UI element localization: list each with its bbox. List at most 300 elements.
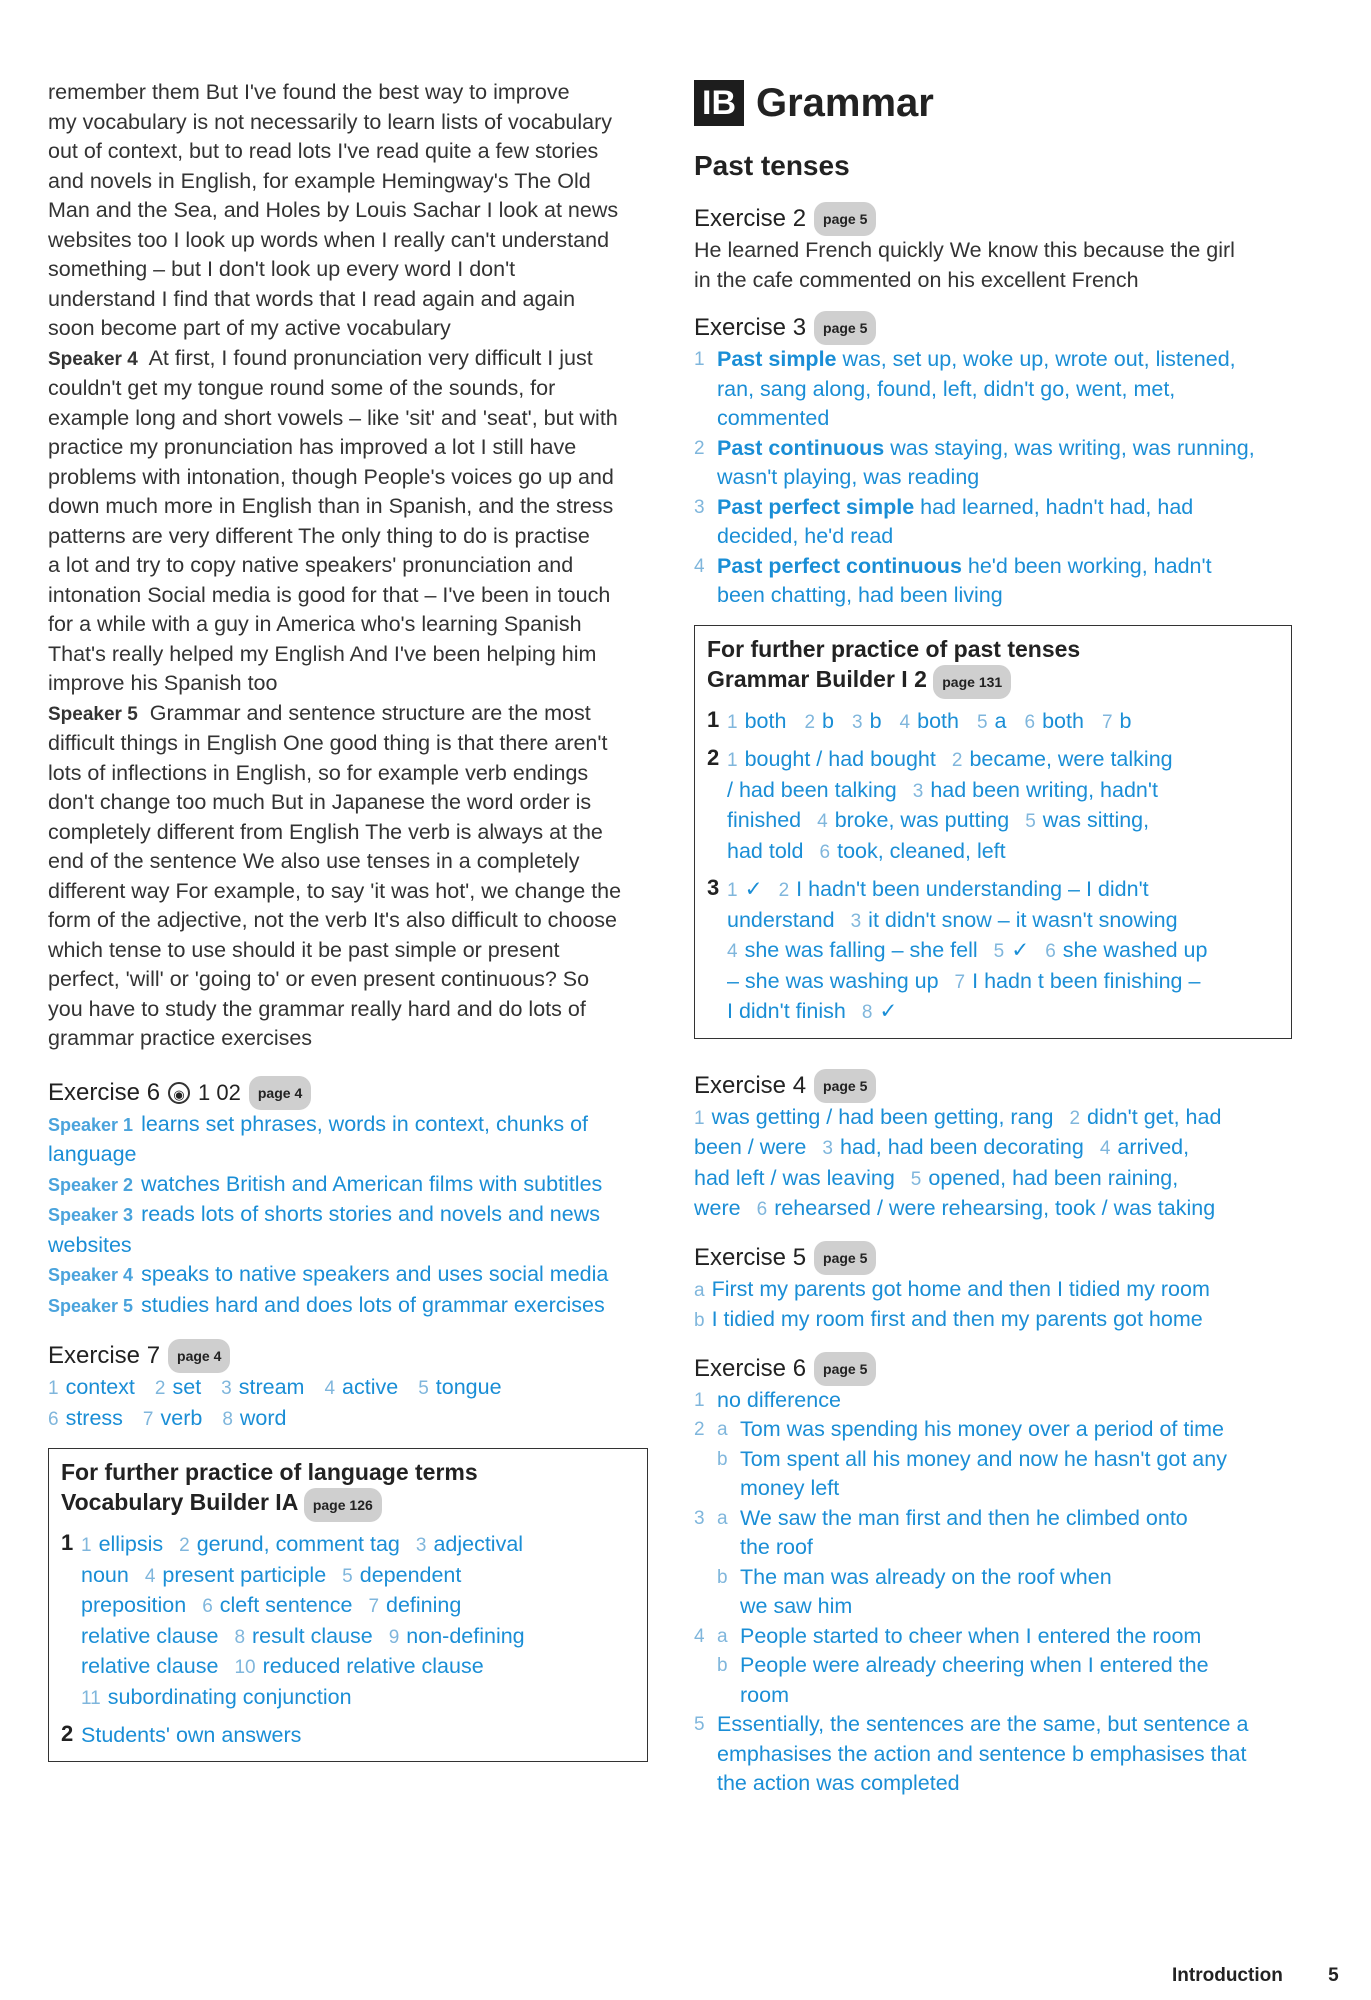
answer-item [727, 839, 804, 863]
answer-item [389, 1624, 525, 1648]
answer-item [48, 1375, 135, 1399]
answer-number: 4 [694, 1625, 705, 1647]
answer-number: 5 [910, 1168, 922, 1190]
answer-text: were [694, 1196, 741, 1220]
vocab-question-1 [61, 1530, 635, 1713]
answer-item [694, 1196, 741, 1220]
answer-text: I hadn't been understanding – I didn't [796, 877, 1149, 901]
answer-text: had learned, hadn't had, had [914, 494, 1194, 519]
answer-body [717, 493, 1193, 552]
answer-number: 5 [418, 1378, 429, 1399]
text-line: improve his Spanish too [48, 671, 278, 695]
answer-line [81, 1622, 541, 1653]
answer-number: 3 [694, 1507, 705, 1529]
answer-text: both [1042, 708, 1084, 733]
page-footer [1172, 1965, 1339, 1987]
text-line: problems with intonation, though People's voices go up and [48, 464, 614, 489]
vocab-q2-answer: Students' own answers [81, 1723, 302, 1747]
answer-text: didn't get, had [1087, 1104, 1222, 1129]
answer-text: I hadn t been finishing – [972, 968, 1201, 993]
answer-item [727, 908, 835, 932]
cd-track: 1 02 [198, 1079, 241, 1105]
subsection-title: Past tenses [694, 150, 850, 181]
section-title: Grammar [756, 80, 934, 125]
answer-number: 7 [1101, 711, 1113, 733]
speaker4-label: Speaker 4 [48, 348, 138, 370]
answer-line [48, 1231, 648, 1261]
grammar-question-3 [707, 875, 1279, 1028]
answer-item [727, 969, 939, 993]
answer-number: a [717, 1625, 728, 1647]
answer-number: 7 [142, 1408, 154, 1430]
left-column [48, 78, 648, 1762]
answer-text: watches British and American films with subtitles [141, 1171, 603, 1196]
box-subtitle-text: Grammar Builder I 2 [707, 665, 927, 692]
answer-text: set [172, 1375, 202, 1399]
answer-line [694, 1275, 1292, 1306]
answer-item [1102, 709, 1132, 733]
right-column [694, 80, 1292, 1799]
answer-number: 4 [1099, 1138, 1111, 1159]
speaker4-paragraph [48, 344, 648, 375]
answer-item [852, 709, 882, 733]
page-badge: page 5 [814, 311, 876, 345]
answer-number: 3 [694, 496, 705, 518]
speaker-label: Speaker 2 [48, 1174, 134, 1195]
answer-number: a [717, 1507, 728, 1529]
answer-number [694, 1563, 710, 1622]
text-line: difficult things in English One good thing is that there aren't [48, 731, 608, 755]
answer-number: 4 [899, 711, 911, 733]
answer-line: money left [740, 1476, 840, 1500]
answer-number: 2 [179, 1535, 190, 1556]
answer-body [740, 1504, 1188, 1563]
answer-number: 1 [727, 711, 738, 733]
answer-text: rehearsed / were rehearsing, took / was taking [774, 1196, 1216, 1220]
answer-line: People started to cheer when I entered the room [740, 1623, 1202, 1648]
answer-item [727, 709, 786, 733]
answer-text: subordinating conjunction [107, 1684, 352, 1709]
answer-text: word [239, 1405, 287, 1430]
answer-item [81, 1532, 163, 1556]
answer-item [694, 1135, 806, 1159]
answer-number: 2 [804, 711, 816, 733]
answer-line [48, 1291, 648, 1322]
answer-text: learns set phrases, words in context, chunks of [141, 1111, 589, 1136]
tense-name: Past continuous [717, 435, 885, 460]
answer-line [48, 1140, 648, 1170]
exercise-3 [694, 311, 1292, 611]
answer-item [81, 1624, 218, 1648]
answer-item [694, 1166, 895, 1190]
text-line: practice my pronunciation has improved a lot I still have [48, 435, 577, 459]
answer-number: 5 [694, 1714, 705, 1735]
answer-text: b [822, 708, 834, 733]
answer-item [694, 1504, 1292, 1563]
answer-item [368, 1593, 461, 1617]
answer-number: 5 [976, 711, 988, 733]
answer-body [740, 1563, 1112, 1622]
exercise-4-heading [694, 1069, 1292, 1103]
answer-text: dependent [359, 1562, 462, 1587]
answer-text: been chatting, had been living [717, 583, 1003, 607]
answer-text: both [744, 708, 787, 733]
answer-item [694, 1445, 1292, 1504]
answer-item [952, 747, 1173, 771]
exercise-2-heading [694, 202, 1292, 236]
answer-number: a [717, 1419, 728, 1440]
answer-number: 4 [817, 811, 828, 832]
answer-line: no difference [717, 1387, 841, 1412]
grammar-q3-answers [727, 875, 1223, 1028]
reading-text [48, 78, 648, 1054]
answer-text: reads lots of shorts stories and novels and news [141, 1202, 600, 1226]
box-subtitle-text: Vocabulary Builder IA [61, 1489, 298, 1515]
vocab-question-2 [61, 1721, 635, 1751]
answer-text: a [994, 708, 1007, 733]
answer-number: b [717, 1448, 728, 1470]
answer-text: finished [727, 808, 802, 832]
reading-paragraph [48, 78, 648, 344]
answer-line [81, 1561, 541, 1592]
answer-line [717, 581, 1212, 611]
answer-item [694, 345, 1292, 434]
answer-text: / had been talking [727, 777, 897, 802]
answer-text: non-defining [406, 1623, 525, 1648]
answer-text: reduced relative clause [262, 1654, 484, 1678]
answer-number: 1 [694, 1107, 705, 1129]
answer-text: was getting / had been getting, rang [711, 1104, 1054, 1129]
text-line: understand I find that words that I read again and again [48, 286, 576, 311]
answer-number: 3 [912, 780, 924, 802]
answer-number: 1 [694, 349, 705, 370]
text-line: intonation Social media is good for that – I've been in touch [48, 582, 611, 607]
answer-text: language [48, 1142, 137, 1166]
text-line: something – but I don't look up every word I don't [48, 257, 516, 281]
answer-text: he'd been working, hadn't [961, 553, 1212, 578]
answer-item [694, 1105, 1053, 1129]
answer-number: 3 [851, 711, 863, 733]
answer-text: bought / had bought [744, 747, 936, 771]
answer-item [202, 1593, 352, 1617]
exercise-title: Exercise 6 [694, 1354, 807, 1382]
answer-item [234, 1654, 483, 1678]
section-logo: IB [694, 80, 744, 126]
answer-number: 4 [144, 1565, 156, 1587]
answer-line [727, 806, 1189, 837]
answer-text: result clause [252, 1623, 373, 1648]
exercise-6-heading [694, 1352, 1292, 1386]
answer-item [221, 1375, 304, 1399]
answer-item [342, 1563, 461, 1587]
question-number: 2 [61, 1721, 74, 1746]
text-line: He learned French quickly We know this because the girl [694, 238, 1235, 262]
answer-number: 2 [694, 1419, 705, 1440]
answer-item [48, 1406, 123, 1430]
answer-number: 8 [222, 1408, 233, 1430]
exercise-5 [694, 1241, 1292, 1336]
answer-text: wasn't playing, was reading [717, 465, 980, 489]
answer-body [740, 1415, 1224, 1445]
answer-text: she washed up [1062, 938, 1208, 962]
speaker5-paragraph [48, 699, 648, 730]
exercise-4 [694, 1069, 1292, 1225]
answer-line [694, 1194, 1292, 1225]
answer-line: we saw him [740, 1594, 853, 1618]
question-number: 3 [707, 875, 720, 900]
answer-text: defining [386, 1593, 462, 1617]
answer-text: been / were [694, 1135, 807, 1159]
page-badge: page 5 [814, 1069, 876, 1103]
answer-number: 6 [1024, 711, 1036, 733]
text-line: don't change too much But in Japanese the word order is [48, 790, 592, 814]
answer-line [727, 997, 1223, 1028]
exercise-title: Exercise 3 [694, 314, 807, 341]
answer-number: 1 [694, 1389, 705, 1411]
answer-number: a [694, 1279, 705, 1301]
question-number: 1 [707, 706, 720, 732]
answer-line [727, 875, 1223, 906]
answer-number: 8 [861, 1002, 873, 1023]
answer-item [81, 1685, 352, 1709]
answer-line [717, 463, 1255, 493]
answer-number: 2 [154, 1378, 166, 1399]
answer-text: relative clause [81, 1654, 219, 1678]
answer-number: 3 [850, 910, 862, 932]
answer-number: 6 [819, 841, 831, 863]
answer-item [955, 969, 1201, 993]
answer-number: 1 [48, 1378, 59, 1399]
answer-text: First my parents got home and then I tidied my room [711, 1276, 1210, 1301]
answer-item [1069, 1105, 1221, 1129]
text-line: down much more in English than in Spanish, and the stress [48, 494, 614, 518]
answer-item [727, 999, 846, 1023]
answer-text: active [342, 1375, 399, 1399]
answer-number: 4 [727, 941, 738, 962]
exercise-6-answers [694, 1386, 1292, 1799]
text-line: form of the adjective, not the verb It's also difficult to choose [48, 908, 617, 932]
answer-line [694, 1103, 1292, 1134]
text-line: out of context, but to read lots I've read quite a few stories [48, 139, 599, 163]
answer-item [694, 1710, 1292, 1799]
answer-number: b [717, 1566, 728, 1588]
vocabulary-builder-box [48, 1448, 648, 1762]
answer-item [155, 1375, 201, 1399]
answer-item [81, 1593, 186, 1617]
answer-item [694, 1415, 1292, 1445]
speaker5-lines [48, 729, 648, 1054]
answer-item [179, 1532, 400, 1556]
answer-line [81, 1652, 541, 1683]
answer-line [717, 522, 1193, 552]
page-number: 5 [1328, 1965, 1339, 1986]
answer-number: 7 [368, 1596, 380, 1617]
exercise-6-left [48, 1076, 648, 1322]
answer-text: present participle [162, 1562, 327, 1587]
answer-item [977, 709, 1007, 733]
answer-text: was, set up, woke up, wrote out, listened, [836, 347, 1236, 371]
answer-number: 5 [993, 941, 1005, 962]
answer-text: – she was washing up [727, 968, 939, 993]
answer-text: arrived, [1117, 1135, 1190, 1159]
answer-text: ran, sang along, found, left, didn't go, went, met, [717, 376, 1176, 401]
text-line: a lot and try to copy native speakers' pronunciation and [48, 553, 574, 577]
answer-item [694, 1651, 1292, 1710]
speaker4-lines [48, 374, 648, 699]
answer-text: speaks to native speakers and uses social media [141, 1262, 609, 1286]
answer-text: b [869, 708, 882, 733]
answer-text: noun [81, 1562, 129, 1587]
grammar-builder-box [694, 625, 1292, 1039]
answer-item [418, 1375, 501, 1399]
answer-text: websites [48, 1232, 132, 1257]
answer-item [145, 1563, 326, 1587]
answer-line: Tom was spending his money over a period of time [740, 1417, 1224, 1441]
exercise-title: Exercise 2 [694, 205, 807, 232]
answer-item [694, 1563, 1292, 1622]
answer-item [911, 1166, 1178, 1190]
answer-line [717, 552, 1212, 582]
answer-number: 4 [694, 555, 705, 577]
answer-number [694, 1651, 710, 1710]
text-line: completely different from English The verb is always at the [48, 819, 603, 844]
footer-section: Introduction [1172, 1965, 1283, 1986]
text-line: end of the sentence We also use tenses in a completely [48, 849, 580, 873]
grammar-q2-answers [727, 745, 1189, 867]
question-number: 2 [707, 745, 720, 770]
text-line: websites too I look up words when I really can't understand [48, 227, 610, 252]
answer-item [862, 999, 898, 1023]
text-line: example long and short vowels – like 'sit' and 'seat', but with [48, 405, 618, 430]
speaker-label: Speaker 1 [48, 1114, 134, 1135]
answer-number: 4 [324, 1378, 336, 1399]
answer-text: tongue [435, 1375, 502, 1399]
answer-text: context [65, 1375, 135, 1399]
answer-text: broke, was putting [834, 808, 1010, 832]
answer-item [222, 1406, 286, 1430]
answer-number: 3 [822, 1138, 833, 1159]
tense-name: Past perfect simple [717, 494, 915, 519]
answer-text: adjectival [433, 1532, 524, 1556]
answer-body [717, 345, 1236, 434]
answer-text: ✓ [879, 999, 898, 1023]
answer-number: b [694, 1310, 705, 1331]
answer-number: 6 [1045, 941, 1056, 962]
answer-body [740, 1445, 1227, 1504]
answer-body [717, 552, 1212, 611]
answer-number: b [717, 1655, 728, 1676]
answer-number: 3 [415, 1535, 427, 1556]
answer-text: cleft sentence [219, 1593, 353, 1617]
answer-line [727, 906, 1223, 937]
answer-item [324, 1375, 398, 1399]
page-badge: page 5 [814, 1352, 876, 1386]
answer-body [717, 1710, 1248, 1799]
answer-item [143, 1406, 202, 1430]
answer-line [48, 1260, 648, 1291]
answer-line [694, 1305, 1292, 1336]
answer-number: 1 [81, 1535, 92, 1556]
answer-number: 5 [1025, 811, 1036, 832]
answer-text: preposition [81, 1593, 187, 1617]
speaker-label: Speaker 3 [48, 1205, 134, 1225]
answer-text: commented [717, 406, 830, 430]
answer-number: 5 [342, 1565, 353, 1587]
page-badge: page 5 [814, 202, 876, 236]
exercise-2-answer [694, 236, 1292, 295]
answer-number: 10 [234, 1657, 256, 1678]
answer-line [727, 936, 1223, 967]
answer-line [717, 375, 1236, 405]
section-header [694, 80, 1292, 126]
answer-number: 1 [727, 880, 738, 901]
answer-line [717, 345, 1236, 375]
page-badge: page 4 [168, 1339, 230, 1373]
answer-number: 9 [388, 1626, 400, 1648]
exercise-6-heading [48, 1076, 648, 1110]
answer-line: room [740, 1682, 789, 1707]
box-subtitle [61, 1487, 635, 1522]
text-line: in the cafe commented on his excellent French [694, 267, 1139, 292]
answer-item [416, 1532, 523, 1556]
answer-item [694, 493, 1292, 552]
answer-item [694, 1386, 1292, 1416]
answer-line: Tom spent all his money and now he hasn't got any [740, 1446, 1227, 1471]
answer-line: the action was completed [717, 1771, 960, 1795]
answer-body [717, 1386, 841, 1416]
answer-item [900, 709, 959, 733]
exercise-5-answers [694, 1275, 1292, 1336]
answer-item [994, 938, 1030, 962]
answer-item [694, 1622, 1292, 1652]
answer-line [694, 1164, 1292, 1195]
answer-text: I didn't finish [727, 999, 846, 1023]
answer-body [717, 434, 1255, 493]
answer-line [727, 837, 1189, 868]
box-title: For further practice of language terms [61, 1459, 478, 1485]
speaker5-first-line: Grammar and sentence structure are the most [149, 700, 591, 725]
text-line: couldn't get my tongue round some of the sounds, for [48, 376, 556, 400]
answer-text: both [917, 708, 959, 733]
text-line: my vocabulary is not necessarily to learn lists of vocabulary [48, 109, 613, 134]
answer-number: 6 [202, 1596, 213, 1617]
answer-number: 7 [954, 971, 966, 993]
answer-item [1045, 938, 1207, 962]
answer-text: decided, he'd read [717, 524, 894, 548]
answer-line [727, 745, 1189, 776]
answer-item [694, 434, 1292, 493]
answer-line [48, 1110, 648, 1141]
answer-text: stress [65, 1405, 123, 1430]
answer-item [727, 778, 897, 802]
speaker-label: Speaker 5 [48, 1295, 134, 1316]
answer-number: 1 [727, 750, 738, 771]
answer-item [727, 938, 978, 962]
answer-line: The man was already on the roof when [740, 1564, 1112, 1589]
text-line: patterns are very different The only thing to do is practise [48, 523, 590, 548]
exercise-4-answers [694, 1103, 1292, 1225]
answer-item [1025, 808, 1149, 832]
page-badge: page 4 [249, 1076, 311, 1110]
answer-number: 6 [756, 1199, 768, 1220]
answer-body [740, 1651, 1209, 1710]
answer-line [717, 493, 1193, 523]
answer-line: emphasises the action and sentence b emphasises that [717, 1741, 1247, 1766]
answer-line [717, 434, 1255, 464]
exercise-title: Exercise 5 [694, 1243, 807, 1271]
vocab-q1-answers [81, 1530, 541, 1713]
answer-line [727, 776, 1189, 807]
